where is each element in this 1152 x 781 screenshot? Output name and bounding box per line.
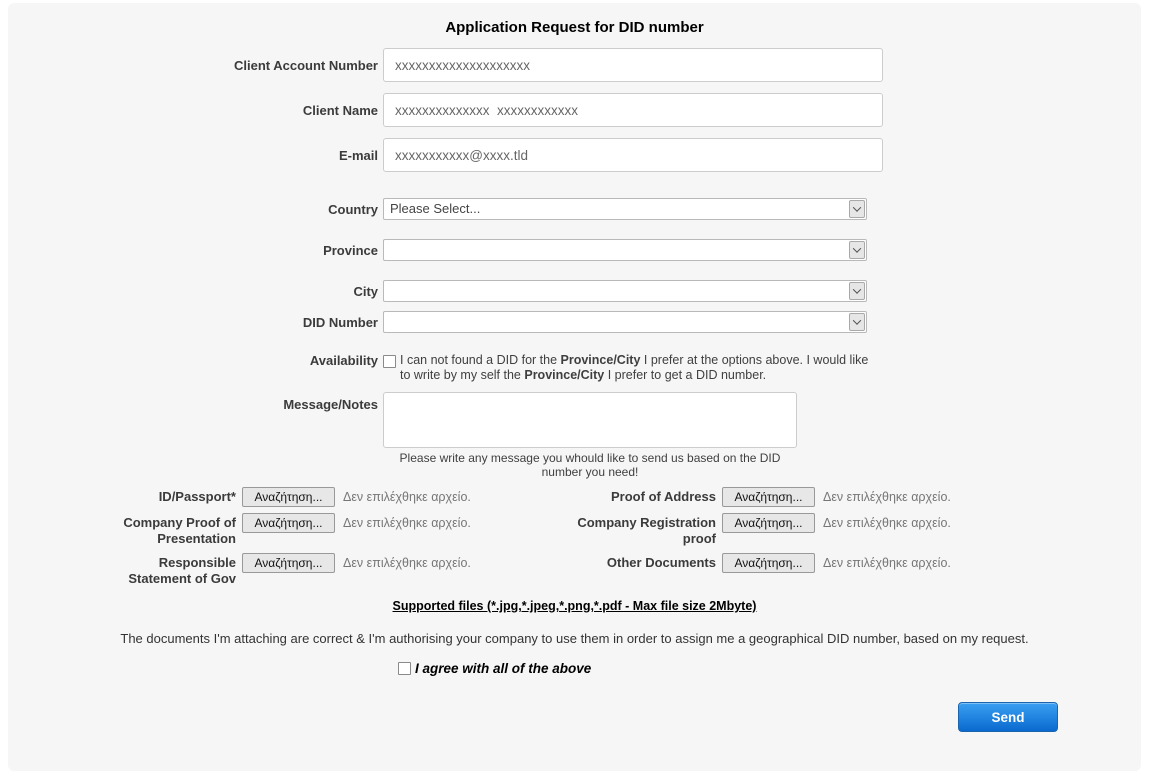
send-row [8,702,1141,732]
availability-option [383,353,872,383]
upload-company-registration-status: Δεν επιλέχθηκε αρχείο. [823,516,951,530]
agree-label: I agree with all of the above [415,661,592,676]
client-name-label: Client Name [302,102,378,118]
upload-company-registration-browse-button[interactable]: Αναζήτηση... [722,513,815,533]
page-title: Application Request for DID number [445,19,704,36]
city-label: City [353,283,378,299]
email-input[interactable] [383,138,883,172]
country-select-arrow[interactable] [849,200,865,218]
email-label: E-mail [338,147,378,163]
upload-other-documents [568,553,1038,587]
did-number-select[interactable] [383,311,867,333]
upload-responsible-statement-browse-button[interactable]: Αναζήτηση... [242,553,335,573]
province-select-arrow[interactable] [849,241,865,259]
message-textarea[interactable] [383,392,797,448]
upload-other-documents-status: Δεν επιλέχθηκε αρχείο. [823,556,951,570]
country-row [8,198,1141,220]
upload-company-registration [568,513,1038,547]
province-label: Province [323,242,378,258]
city-select[interactable] [383,280,867,302]
did-number-row [8,311,1141,333]
chevron-down-icon [853,285,861,293]
upload-id-passport-status: Δεν επιλέχθηκε αρχείο. [343,490,471,504]
availability-bold-part: Province/City [524,368,605,382]
chevron-down-icon [853,316,861,324]
did-number-label: DID Number [302,314,378,330]
availability-row [8,353,1141,383]
availability-text-part: I prefer to get a DID number. [604,368,767,382]
upload-responsible-statement [120,553,568,587]
send-button[interactable]: Send [958,702,1058,732]
upload-id-passport-browse-button[interactable]: Αναζήτηση... [242,487,335,507]
message-column [383,392,797,479]
country-label: Country [328,201,378,217]
upload-proof-of-address-browse-button[interactable]: Αναζήτηση... [722,487,815,507]
email-row [8,138,1141,172]
agreement-text: The documents I'm attaching are correct & I'm authorising your company to use them in order to assign me a geographical DID number, based on my request. [120,631,1029,646]
country-select-value: Please Select... [390,201,481,216]
upload-proof-of-address [568,487,1038,507]
availability-label: Availability [309,353,378,368]
account-input[interactable] [383,48,883,82]
message-row [8,392,1141,479]
client-name-row [8,93,1141,127]
account-label: Client Account Number [234,57,378,73]
upload-id-passport [120,487,568,507]
upload-company-proof [120,513,568,547]
agree-row [398,661,1141,676]
city-row [8,280,1141,302]
country-select[interactable] [383,198,867,220]
message-caption: Please write any message you whould like to send us based on the DID number you need! [399,451,781,479]
availability-text-part: I prefer at the options above. I would like to write by my self the [400,353,869,382]
message-label: Message/Notes [283,397,378,412]
availability-text-part: I can not found a DID for the [400,353,561,367]
upload-proof-of-address-status: Δεν επιλέχθηκε αρχείο. [823,490,951,504]
province-select[interactable] [383,239,867,261]
upload-responsible-statement-label: Responsible Statement of Gov [128,555,236,586]
form-panel [8,3,1141,771]
supported-files-note: Supported files (*.jpg,*.jpeg,*.png,*.pdf - Max file size 2Mbyte) [392,599,757,613]
upload-responsible-statement-status: Δεν επιλέχθηκε αρχείο. [343,556,471,570]
upload-company-proof-browse-button[interactable]: Αναζήτηση... [242,513,335,533]
availability-bold-part: Province/City [560,353,641,367]
agree-checkbox[interactable] [398,662,411,675]
client-name-input[interactable] [383,93,883,127]
province-row [8,239,1141,261]
availability-text [400,353,872,383]
chevron-down-icon [853,244,861,252]
upload-other-documents-browse-button[interactable]: Αναζήτηση... [722,553,815,573]
upload-id-passport-label: ID/Passport* [158,489,236,504]
chevron-down-icon [853,203,861,211]
did-number-select-arrow[interactable] [849,313,865,331]
account-row [8,48,1141,82]
city-select-arrow[interactable] [849,282,865,300]
upload-company-registration-label: Company Registration proof [577,515,716,546]
upload-company-proof-status: Δεν επιλέχθηκε αρχείο. [343,516,471,530]
upload-other-documents-label: Other Documents [606,555,716,570]
upload-company-proof-label: Company Proof of Presentation [123,515,236,546]
file-upload-grid [120,487,1141,587]
availability-checkbox[interactable] [383,355,396,368]
upload-proof-of-address-label: Proof of Address [611,489,716,504]
